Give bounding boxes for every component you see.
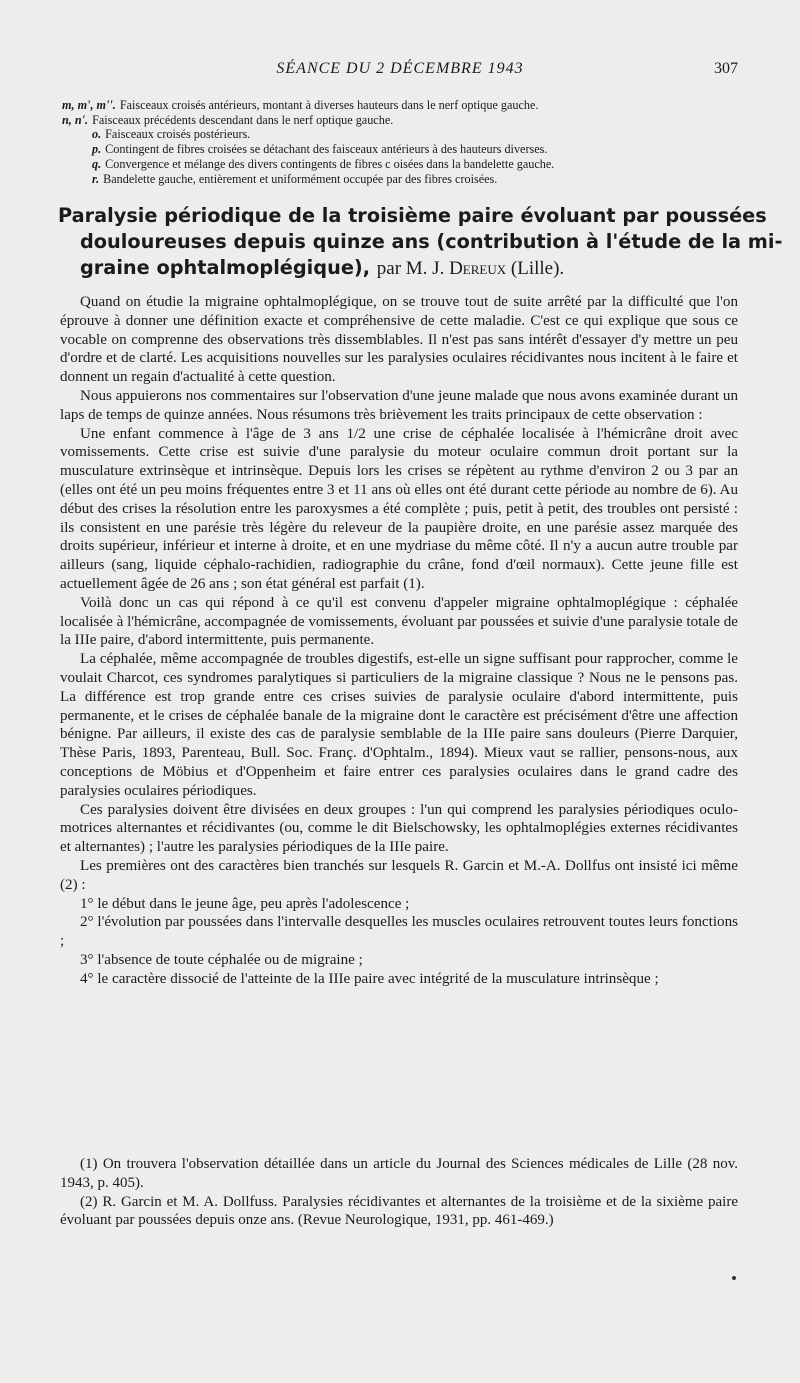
paragraph: Ces paralysies doivent être divisées en deux groupes : l'un qui comprend les paralysies périodiques oculo-motrices alternantes et récidivantes (ou, comme le dit Bielschowsky, les ophtalmoplégies externes récidivantes et alternantes) ; l'autre les paralysies périodiques de la IIIe paire. xyxy=(60,801,738,856)
list-item: 4° le caractère dissocié de l'atteinte de la IIIe paire avec intégrité de la musculature intrinsèque ; xyxy=(80,970,659,987)
footnote: (2) R. Garcin et M. A. Dollfuss. Paralysies récidivantes et alternantes de la troisième et de la sixième paire évoluant par poussées depuis onze ans. (Revue Neurologique, 1931, pp. 461-469.) xyxy=(60,1193,738,1229)
legend-item xyxy=(62,157,732,172)
page-header xyxy=(60,60,740,84)
legend-item xyxy=(62,172,732,187)
list-item: 1° le début dans le jeune âge, peu après l'adolescence ; xyxy=(80,895,410,912)
legend-item xyxy=(62,113,732,128)
title-line-3-text: graine ophtalmoplégique), xyxy=(80,256,371,279)
print-speck xyxy=(732,1276,736,1280)
figure-legend xyxy=(62,98,732,186)
legend-item xyxy=(62,127,732,142)
footnotes xyxy=(60,1155,738,1230)
article-title xyxy=(58,203,783,282)
article-body xyxy=(60,293,738,988)
paragraph: Voilà donc un cas qui répond à ce qu'il est convenu d'appeler migraine ophtalmoplégique : céphalée localisée à l'hémicrâne, accompagnée de vomissements, évoluant par poussées et suivie d'une paralysie totale de la IIIe paire, d'abord intermittente, puis permanente. xyxy=(60,594,738,649)
title-line-1: Paralysie périodique de la troisième paire évoluant par poussées xyxy=(58,204,767,227)
paragraph: Les premières ont des caractères bien tranchés sur lesquels R. Garcin et M.-A. Dollfus ont insisté ici même (2) : xyxy=(60,857,738,893)
legend-key: n, n'. xyxy=(62,112,89,127)
author-city: (Lille). xyxy=(510,258,565,279)
legend-text: Faisceaux croisés postérieurs. xyxy=(105,127,251,142)
list-item: 2° l'évolution par poussées dans l'intervalle desquelles les muscles oculaires retrouvent toutes leurs fonctions ; xyxy=(60,914,738,950)
running-head: SÉANCE DU 2 DÉCEMBRE 1943 xyxy=(276,60,524,77)
legend-key: q. xyxy=(92,156,102,171)
title-line-3 xyxy=(58,255,742,282)
legend-text: Bandelette gauche, entièrement et uniformément occupée par des fibres croisées. xyxy=(103,171,498,186)
legend-item xyxy=(62,142,732,157)
paragraph: Une enfant commence à l'âge de 3 ans 1/2 une crise de céphalée localisée à l'hémicrâne droit avec vomissements. Cette crise est suivie d'une paralysie du moteur oculaire commun droit portant sur la musculature extrinsèque et intrinsèque. Depuis lors les crises se répètent au rythme d'environ 2 ou 3 par an (elles ont été un peu moins fréquentes entre 3 et 11 ans où elles ont été durant cette période au nombre de 6). Au début des crises la résolution entre les paroxysmes a été complète ; puis, petit à petit, des troubles ont persisté : ils consistent en une parésie très légère du releveur de la paupière droite, en une parésie assez marquée des droits supérieur, inférieur et interne à droite, et en une mydriase du même côté. Il n'y a aucun autre trouble par ailleurs (sang, liquide céphalo-rachidien, radiographie du crâne, fond d'œil normaux). Cette jeune fille est actuellement âgée de 26 ans ; son état général est parfait (1). xyxy=(60,425,738,592)
legend-key: r. xyxy=(92,171,100,186)
legend-key: p. xyxy=(92,142,102,157)
paragraph: Nous appuierons nos commentaires sur l'observation d'une jeune malade que nous avons examinée durant un laps de temps de quinze années. Nous résumons très brièvement les traits principaux de cette observation : xyxy=(60,387,738,423)
page-number: 307 xyxy=(714,60,738,77)
legend-item xyxy=(62,98,732,113)
author-name: Dereux xyxy=(449,258,507,279)
footnote: (1) On trouvera l'observation détaillée dans un article du Journal des Sciences médicales de Lille (28 nov. 1943, p. 405). xyxy=(60,1156,738,1191)
legend-text: Faisceaux croisés antérieurs, montant à diverses hauteurs dans le nerf optique gauche. xyxy=(119,98,539,112)
paragraph: La céphalée, même accompagnée de troubles digestifs, est-elle un signe suffisant pour rapprocher, comme le voulait Charcot, ces syndromes paralytiques si particuliers de la migraine classique ? Nous ne le pensons pas. La différence est trop grande entre ces crises suivies de paralysie oculaire d'abord intermittente, puis permanente, et le crises de céphalée banale de la migraine dont le caractère est précisément d'être une affection bénigne. Par ailleurs, il existe des cas de paralysie semblable de la IIIe paire sans douleurs (Pierre Darquier, Thèse Paris, 1893, Parenteau, Bull. Soc. Franç. d'Ophtalm., 1894). Mieux vaut se rallier, pensons-nous, aux conceptions de Möbius et d'Oppenheim et faire entrer ces paralysies oculaires dans le grand cadre des paralysies oculaires périodiques. xyxy=(60,651,738,799)
legend-key: o. xyxy=(92,127,102,142)
paragraph: Quand on étudie la migraine ophtalmoplégique, on se trouve tout de suite arrêté par la difficulté que l'on éprouve à donner une définition exacte et compréhensive de cette maladie. C'est ce qui explique que sous ce vocable on comprenne des observations très dissemblables. Il n'est pas sans intérêt d'essayer d'y mettre un peu d'ordre et de clarté. Les acquisitions nouvelles sur les paralysies oculaires récidivantes nous incitent à le faire et donnent un regain d'actualité à cette question. xyxy=(60,294,738,386)
byline-par: par M. J. xyxy=(376,258,445,279)
legend-text: Faisceaux précédents descendant dans le nerf optique gauche. xyxy=(92,112,394,127)
byline xyxy=(377,258,564,279)
legend-key: m, m', m''. xyxy=(62,98,116,112)
legend-text: Convergence et mélange des divers contingents de fibres c oisées dans la bandelette gauche. xyxy=(105,156,555,171)
title-line-2: douloureuses depuis quinze ans (contribution à l'étude de la mi- xyxy=(80,230,783,253)
legend-text: Contingent de fibres croisées se détachant des faisceaux antérieurs à des hauteurs diverses. xyxy=(105,142,548,157)
list-item: 3° l'absence de toute céphalée ou de migraine ; xyxy=(80,951,363,968)
